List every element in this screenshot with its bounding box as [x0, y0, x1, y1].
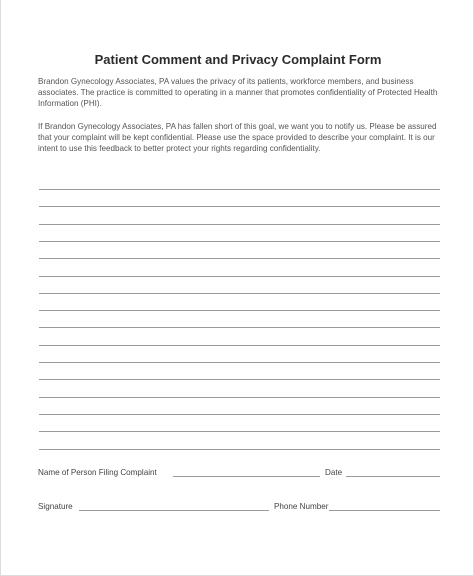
comment-line[interactable]	[39, 293, 440, 294]
date-label: Date	[325, 468, 343, 477]
intro-paragraph: Brandon Gynecology Associates, PA values the privacy of its patients, workforce members, and business associates. The practice is committed to operating in a manner that promotes confidentiality of Protected Health Information (PHI).	[38, 77, 438, 108]
instructions-paragraph: If Brandon Gynecology Associates, PA has fallen short of this goal, we want you to notify us. Please be assured that your complaint will be kept confidential. Please use the space provided to describe your complaint. It is our intent to use this feedback to better protect your rights regarding confidentiality.	[38, 122, 437, 153]
comment-line[interactable]	[39, 327, 440, 328]
comment-line[interactable]	[39, 414, 440, 415]
date-field-line[interactable]	[346, 476, 440, 477]
comment-line[interactable]	[39, 189, 440, 190]
comment-line[interactable]	[39, 431, 440, 432]
name-label: Name of Person Filing Complaint	[38, 468, 157, 477]
comment-line[interactable]	[39, 379, 440, 380]
comment-line[interactable]	[39, 241, 440, 242]
phone-label: Phone Number	[274, 502, 329, 511]
comment-line[interactable]	[39, 310, 440, 311]
comment-line[interactable]	[39, 224, 440, 225]
comment-line[interactable]	[39, 449, 440, 450]
form-title: Patient Comment and Privacy Complaint Form	[94, 52, 382, 67]
comment-line[interactable]	[39, 258, 440, 259]
name-field-line[interactable]	[173, 476, 320, 477]
phone-field-line[interactable]	[329, 510, 440, 511]
signature-field-line[interactable]	[79, 510, 269, 511]
signature-label: Signature	[38, 502, 73, 511]
comment-line[interactable]	[39, 397, 440, 398]
comment-line[interactable]	[39, 276, 440, 277]
comment-line[interactable]	[39, 362, 440, 363]
comment-line[interactable]	[39, 206, 440, 207]
comment-line[interactable]	[39, 345, 440, 346]
